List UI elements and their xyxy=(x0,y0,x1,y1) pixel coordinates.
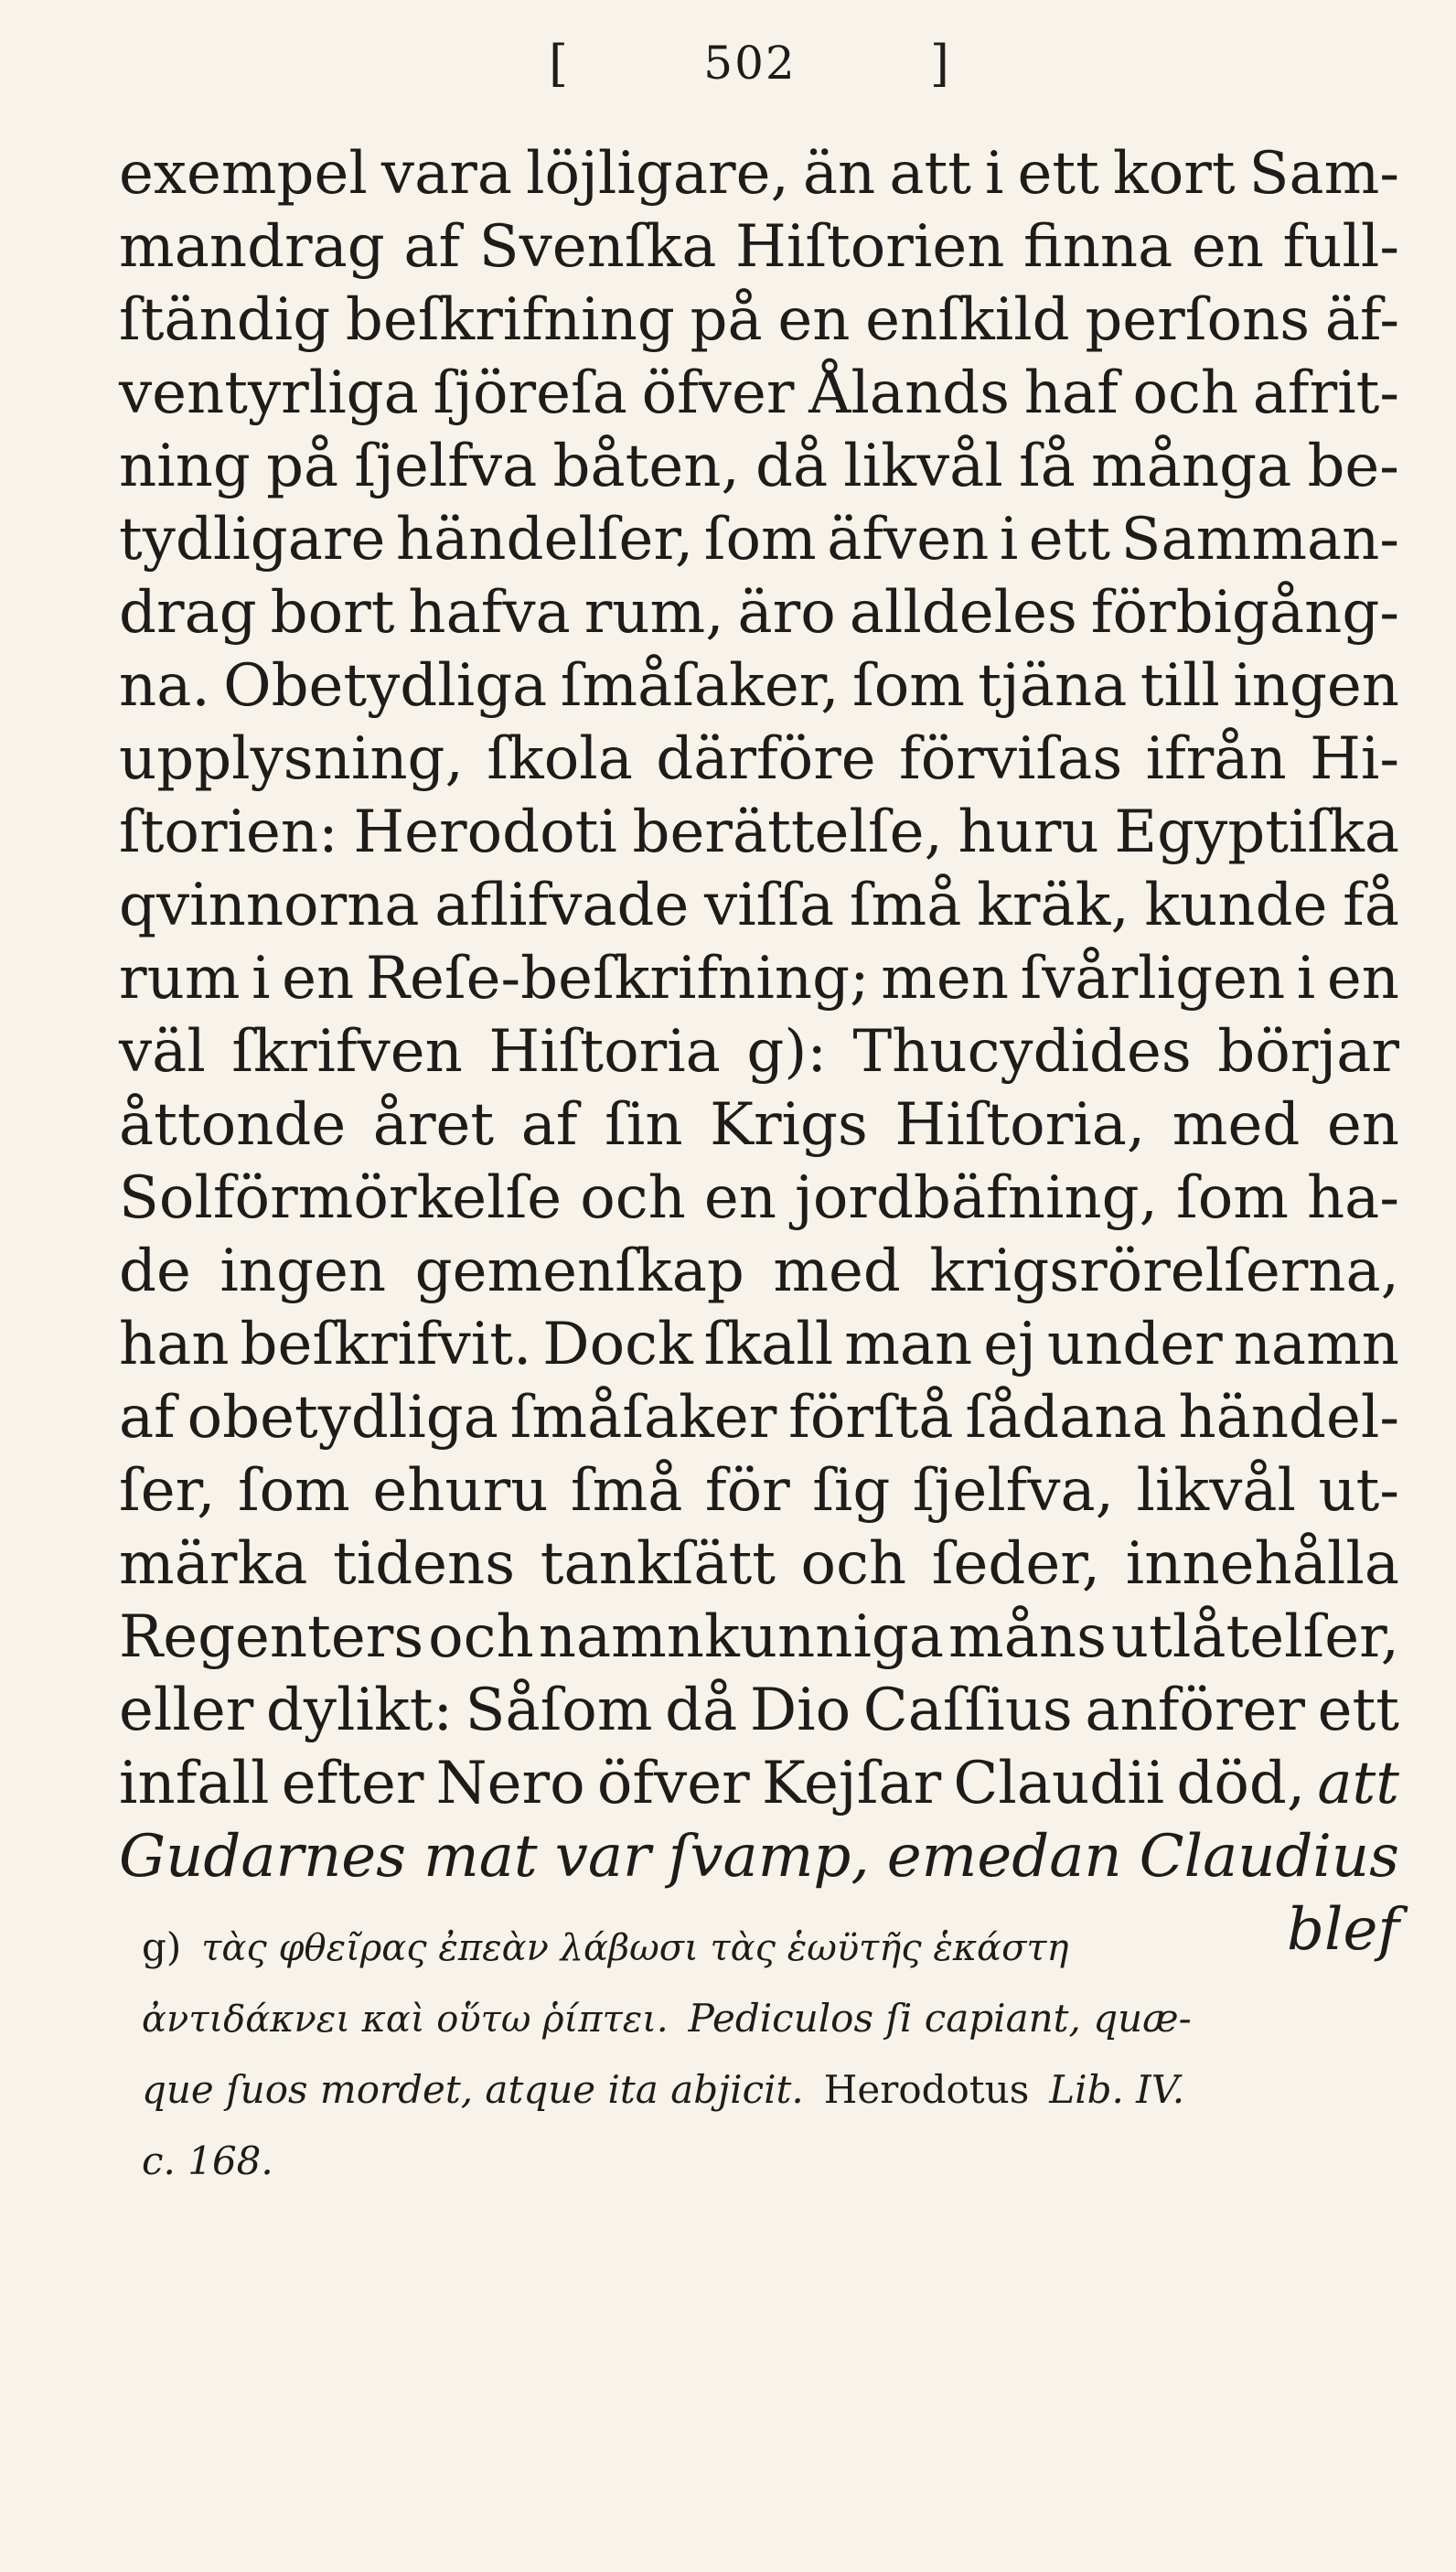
footnote-line xyxy=(142,1912,1404,1983)
text-line: eller dylikt: Såſom då Dio Caſſius anförer ett xyxy=(119,1677,1399,1744)
text-line: ſtorien: Herodoti berättelſe, huru Egyptiſka xyxy=(119,798,1399,866)
text-line: infall efter Nero öfver Kejſar Claudii död, att xyxy=(119,1747,1399,1820)
page-number: 502 xyxy=(703,37,797,90)
text-line: de ingen gemenſkap med krigsrörelſerna, xyxy=(119,1238,1399,1305)
footnote-line xyxy=(142,2126,1404,2197)
text-line: drag bort hafva rum, äro alldeles förbigång- xyxy=(119,579,1399,647)
italic-quote-line: Gudarnes mat var ſvamp, emedan Claudius xyxy=(119,1823,1399,1891)
footnote-greek-text: ἀντιδάκνει καὶ οὕτω ῥίπτει. xyxy=(142,1999,669,2041)
text-line: Regenters och namnkunniga måns utlåtelſer, xyxy=(119,1603,1399,1671)
text-line: ſer, ſom ehuru ſmå för ſig ſjelfva, likvål ut- xyxy=(119,1457,1399,1525)
text-line: märka tidens tankſätt och ſeder, innehålla xyxy=(119,1530,1399,1598)
text-line: upplysning, ſkola därföre förviſas ifrån Hi- xyxy=(119,725,1399,793)
text-line: na. Obetydliga ſmåſaker, ſom tjäna till ingen xyxy=(119,652,1399,720)
footnote-latin-text: que ſuos mordet, atque ita abjicit. xyxy=(142,2067,804,2112)
text-line: mandrag af Svenſka Hiſtorien finna en full- xyxy=(119,213,1399,281)
footnote xyxy=(142,1912,1404,2197)
footnote-marker: g) xyxy=(142,1924,182,1969)
footnote-source: Herodotus xyxy=(823,2067,1030,2112)
text-line: af obetydliga ſmåſaker förſtå ſådana händel- xyxy=(119,1384,1399,1452)
footnote-greek-text: τὰς φθεῖρας ἐπεὰν λάβωσι τὰς ἑωϋτῆς ἑκάστη xyxy=(201,1927,1069,1969)
text-line: exempel vara löjligare, än att i ett kort Sam- xyxy=(119,140,1399,208)
footnote-reference: Lib. IV. xyxy=(1049,2067,1185,2112)
bracket-right: ] xyxy=(929,34,951,92)
footnote-latin-text: Pediculos ſi capiant, quæ- xyxy=(688,1996,1192,2041)
text-line: ſtändig beſkrifning på en enſkild perſons äf- xyxy=(119,286,1399,354)
catchword: blef xyxy=(1287,1896,1399,1964)
main-text xyxy=(119,137,1399,1967)
text-line: ning på ſjelfva båten, då likvål ſå många be- xyxy=(119,433,1399,500)
text-line: väl ſkrifven Hiſtoria g): Thucydides börjar xyxy=(119,1018,1399,1086)
footnote-line xyxy=(142,2054,1404,2126)
footnote-reference: c. 168. xyxy=(142,2138,273,2183)
footnote-line xyxy=(142,1983,1404,2054)
text-line: tydligare händelſer, ſom äfven i ett Samman- xyxy=(119,506,1399,573)
italic-quote-start: att xyxy=(1317,1750,1399,1817)
text-line: ventyrliga ſjöreſa öfver Ålands haf och afrit- xyxy=(119,359,1399,427)
text-line: rum i en Reſe-beſkrifning; men ſvårligen i en xyxy=(119,945,1399,1013)
text-line: Solförmörkelſe och en jordbäfning, ſom ha- xyxy=(119,1164,1399,1232)
text-line: han beſkrifvit. Dock ſkall man ej under namn xyxy=(119,1311,1399,1378)
text-line: qvinnorna aflifvade viſſa ſmå kräk, kunde få xyxy=(119,872,1399,939)
bracket-left: [ xyxy=(549,34,571,92)
text-line: åttonde året af ſin Krigs Hiſtoria, med en xyxy=(119,1091,1399,1159)
page-header xyxy=(549,31,951,95)
